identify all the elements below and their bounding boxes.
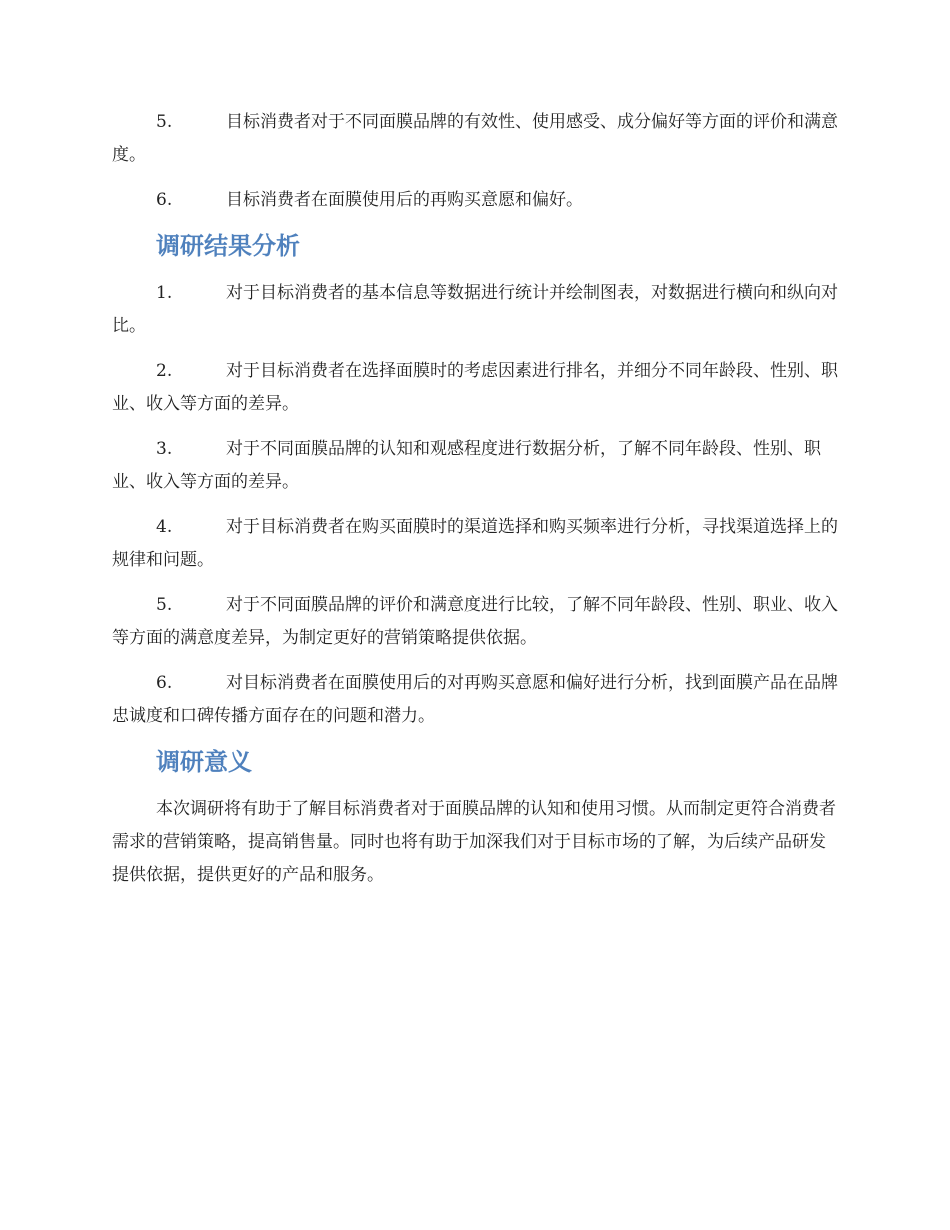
list-number: 6.: [156, 190, 173, 210]
list-number: 6.: [156, 673, 173, 693]
list-text: 目标消费者对于不同面膜品牌的有效性、使用感受、成分偏好等方面的评价和满意度。: [112, 112, 838, 165]
list-number: 1.: [156, 283, 173, 303]
list-text: 目标消费者在面膜使用后的再购买意愿和偏好。: [226, 190, 583, 210]
list-item: [112, 589, 840, 655]
list-number: 4.: [156, 517, 173, 537]
list-number: 5.: [156, 595, 173, 615]
list-text: 对目标消费者在面膜使用后的对再购买意愿和偏好进行分析，找到面膜产品在品牌忠诚度和口碑传播方面存在的问题和潜力。: [112, 673, 838, 726]
list-item: [112, 106, 840, 172]
document-page: [112, 106, 840, 892]
list-item: [112, 511, 840, 577]
list-number: 3.: [156, 439, 173, 459]
section-heading-analysis: 调研结果分析: [156, 232, 300, 260]
list-item: [112, 667, 840, 733]
list-number: 5.: [156, 112, 173, 132]
section-heading-significance: 调研意义: [156, 748, 252, 776]
significance-paragraph: 本次调研将有助于了解目标消费者对于面膜品牌的认知和使用习惯。从而制定更符合消费者需求的营销策略，提高销售量。同时也将有助于加深我们对于目标市场的了解，为后续产品研发提供依据，提供更好的产品和服务。: [112, 799, 836, 885]
list-text: 对于不同面膜品牌的评价和满意度进行比较，了解不同年龄段、性别、职业、收入等方面的满意度差异，为制定更好的营销策略提供依据。: [112, 595, 838, 648]
list-item: [112, 433, 840, 499]
list-item: [112, 355, 840, 421]
list-text: 对于目标消费者在购买面膜时的渠道选择和购买频率进行分析，寻找渠道选择上的规律和问题。: [112, 517, 838, 570]
list-text: 对于目标消费者的基本信息等数据进行统计并绘制图表，对数据进行横向和纵向对比。: [112, 283, 838, 336]
list-item: [112, 277, 840, 343]
list-text: 对于目标消费者在选择面膜时的考虑因素进行排名，并细分不同年龄段、性别、职业、收入等方面的差异。: [112, 361, 838, 414]
list-item: [112, 184, 840, 217]
list-text: 对于不同面膜品牌的认知和观感程度进行数据分析，了解不同年龄段、性别、职业、收入等方面的差异。: [112, 439, 821, 492]
list-number: 2.: [156, 361, 173, 381]
